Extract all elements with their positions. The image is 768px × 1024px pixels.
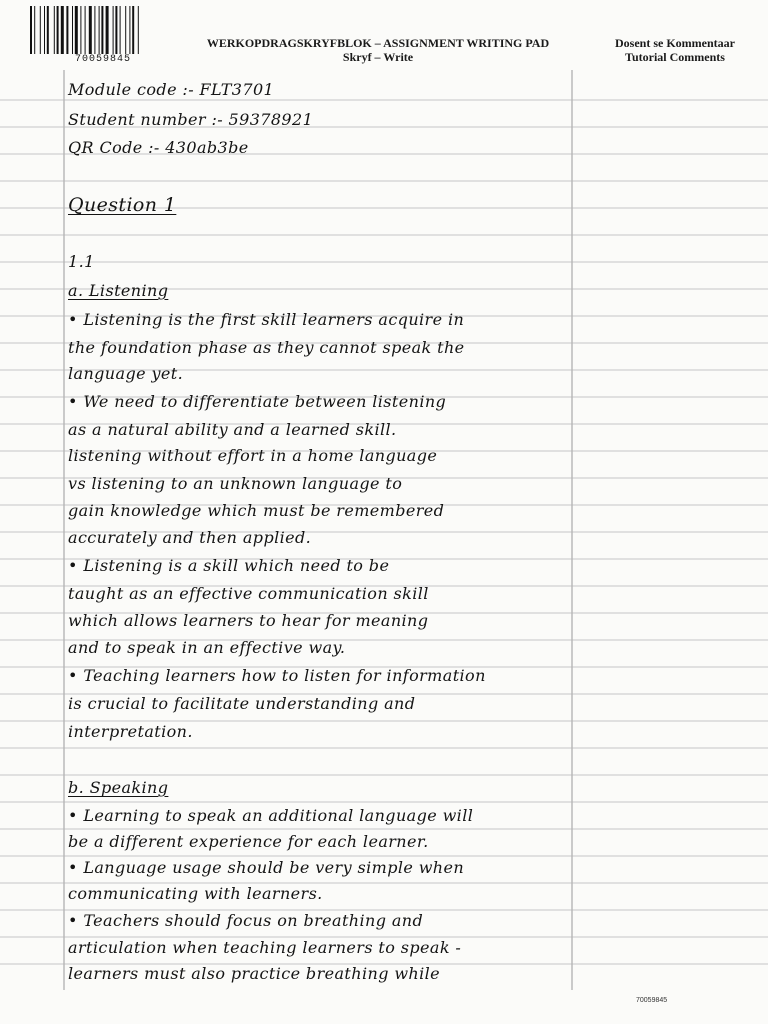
listening-line: and to speak in an effective way. — [68, 638, 346, 657]
barcode-number: 70059845 — [74, 54, 131, 65]
listening-line: is crucial to facilitate understanding and — [68, 694, 416, 713]
qr-code-line: QR Code :- 430ab3be — [68, 138, 249, 157]
listening-line: taught as an effective communication skill — [68, 584, 429, 603]
listening-line: interpretation. — [68, 722, 193, 741]
listening-line: • Teaching learners how to listen for information — [68, 666, 486, 685]
speaking-line: be a different experience for each learner. — [68, 832, 429, 851]
listening-line: • Listening is a skill which need to be — [68, 556, 390, 575]
comments-header-line1: Dosent se Kommentaar — [615, 36, 735, 50]
listening-line: • Listening is the first skill learners acquire in — [68, 310, 465, 329]
listening-line: language yet. — [68, 364, 184, 383]
comments-header-line2: Tutorial Comments — [625, 50, 725, 64]
module-code-line: Module code :- FLT3701 — [68, 80, 275, 99]
listening-line: accurately and then applied. — [68, 528, 312, 547]
speaking-line: communicating with learners. — [68, 884, 323, 903]
listening-line: which allows learners to hear for meaning — [68, 611, 429, 630]
listening-line: gain knowledge which must be remembered — [68, 501, 445, 520]
listening-line: the foundation phase as they cannot speak the — [68, 338, 465, 357]
student-number-line: Student number :- 59378921 — [68, 110, 314, 129]
speaking-line: articulation when teaching learners to speak - — [68, 938, 462, 957]
speaking-heading: b. Speaking — [68, 778, 169, 797]
speaking-line: learners must also practice breathing while — [68, 964, 441, 983]
speaking-line: • Language usage should be very simple when — [68, 858, 465, 877]
part-marker: 1.1 — [68, 252, 95, 271]
listening-heading: a. Listening — [68, 281, 169, 300]
listening-line: vs listening to an unknown language to — [68, 474, 403, 493]
listening-line: listening without effort in a home language — [68, 446, 438, 465]
pad-title-line2: Skryf – Write — [342, 50, 414, 64]
question-heading: Question 1 — [68, 194, 177, 216]
footer-number: 70059845 — [636, 997, 668, 1004]
listening-line: • We need to differentiate between listening — [68, 392, 447, 411]
pad-title-line1: WERKOPDRAGSKRYFBLOK – ASSIGNMENT WRITING PAD — [206, 36, 550, 50]
speaking-line: • Teachers should focus on breathing and — [68, 911, 424, 930]
listening-line: as a natural ability and a learned skill. — [68, 420, 397, 439]
speaking-line: • Learning to speak an additional language will — [68, 806, 474, 825]
